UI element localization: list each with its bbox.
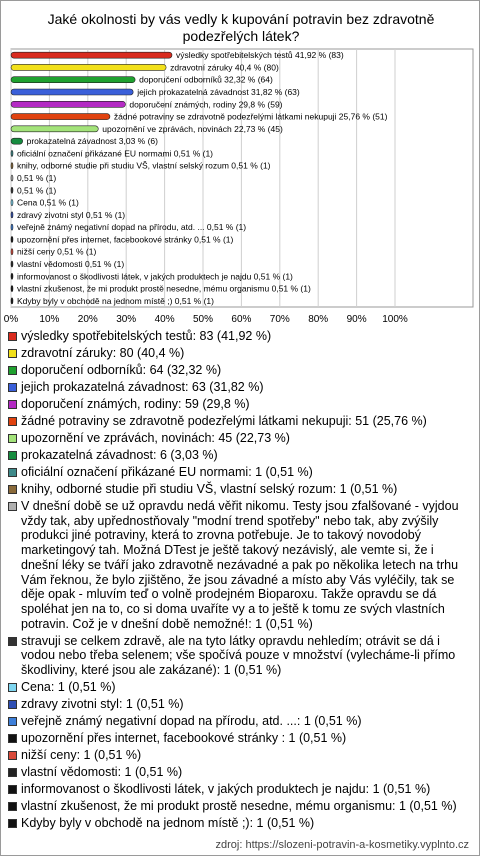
x-tick-label: 40% <box>154 314 175 325</box>
legend-label: zdravy zivotni styl: 1 (0,51 %) <box>21 697 184 712</box>
legend-swatch <box>8 468 17 477</box>
legend-swatch <box>8 683 17 692</box>
legend-item <box>8 499 470 631</box>
x-tick-label: 90% <box>346 314 367 325</box>
bar-label: zdravotní záruky 40,4 % (80) <box>170 62 279 73</box>
legend-swatch <box>8 502 17 511</box>
x-tick-label: 0% <box>3 314 19 325</box>
legend-swatch <box>8 485 17 494</box>
source-credit: zdroj: https://slozeni-potravin-a-kosmetiky.vyplnto.cz <box>215 839 469 851</box>
bar-label: jejich prokazatelná závadnost 31,82 % (63) <box>137 87 300 97</box>
bar-label: knihy, odborné studie při studiu VŠ, vlastní selský rozum 0,51 % (1) <box>16 160 271 171</box>
bar-label: vlastní zkušenost, že mi produkt prostě nesedne, mému organismu 0,51 % (1) <box>16 283 311 294</box>
bar <box>11 126 98 132</box>
bar <box>11 286 13 292</box>
legend-label: nižší ceny: 1 (0,51 %) <box>21 748 142 763</box>
legend-label: vlastní vědomosti: 1 (0,51 %) <box>21 765 183 780</box>
bar-label: Cena 0,51 % (1) <box>16 197 79 208</box>
legend-item <box>8 482 470 497</box>
bar <box>11 175 13 181</box>
legend-item <box>8 431 470 446</box>
legend-label: Kdyby byly v obchodě na jednom místě ;): 1 (0,51 %) <box>21 816 315 831</box>
legend-item <box>8 448 470 463</box>
bar-label: oficiální označení přikázané EU normami 0,51 % (1) <box>16 148 214 159</box>
legend-item <box>8 363 470 378</box>
legend-label: zdravotní záruky: 80 (40,4 %) <box>21 346 185 360</box>
legend-swatch <box>8 366 17 375</box>
legend-swatch <box>8 451 17 460</box>
bar <box>11 101 125 107</box>
bar-label: informovanost o škodlivosti látek, v jakých produktech je najdu 0,51 % (1) <box>16 271 293 282</box>
legend-label: vlastní zkušenost, že mi produkt prostě nesedne, mému organismu: 1 (0,51 %) <box>21 799 457 814</box>
legend-swatch <box>8 734 17 743</box>
legend-item <box>8 782 470 797</box>
bar <box>11 163 13 169</box>
x-tick-label: 70% <box>269 314 290 325</box>
legend-item <box>8 346 470 361</box>
x-tick-label: 60% <box>231 314 252 325</box>
legend-label: jejich prokazatelná závadnost: 63 (31,82 %) <box>21 380 264 394</box>
bar-label: doporučení odborníků 32,32 % (64) <box>139 74 273 85</box>
bar <box>11 150 13 156</box>
bar <box>11 64 166 70</box>
bar-label: Kdyby byly v obchodě na jednom místě ;) 0,51 % (1) <box>16 295 214 306</box>
legend-item <box>8 414 470 429</box>
x-tick-label: 30% <box>116 314 137 325</box>
bar <box>11 298 13 304</box>
legend-swatch <box>8 434 17 443</box>
legend-item <box>8 748 470 763</box>
bar-label: vlastní vědomosti 0,51 % (1) <box>16 259 125 269</box>
bar-label: upozornění přes internet, facebookové stránky 0,51 % (1) <box>16 234 234 245</box>
legend-item <box>8 765 470 780</box>
bar-label: žádné potraviny se zdravotně podezřelými látkami nekupuji 25,76 % (51) <box>113 111 388 122</box>
bar-label: veřejně známý negativní dopad na přírodu, atd. ... 0,51 % (1) <box>16 222 247 233</box>
bar <box>11 249 13 255</box>
bar <box>11 224 13 230</box>
legend-item <box>8 714 470 729</box>
bar-label: prokazatelná závadnost 3,03 % (6) <box>26 136 158 147</box>
legend-label: žádné potraviny se zdravotně podezřelými látkami nekupuji: 51 (25,76 %) <box>21 414 427 428</box>
legend-swatch <box>8 349 17 358</box>
legend-label: doporučení známých, rodiny: 59 (29,8 %) <box>21 397 250 411</box>
bar <box>11 89 133 95</box>
chart-title: Jaké okolnosti by vás vedly k kupování potravin bez zdravotně podezřelých látek? <box>47 11 435 44</box>
bar <box>11 77 135 83</box>
bar <box>11 236 13 242</box>
bar <box>11 261 13 267</box>
legend-label: V dnešní době se už opravdu nedá věřit nikomu. Testy jsou zfalšované - vyjdou vždy tak, aby upřednostňovaly "modní trend spotřeby" nebo tak, aby zvýšily produkci jiné potraviny, která to zrovna potřebuje. Je to takový novodobý marketingový tah. Možná DTest je ještě takový nezávislý, ale vemte si, že i dnešní léky se tváří jako zdravotně nezávadné a pak po několika letech na trhu Vám řeknou, že bylo zjištěno, že jsou závadné a místo aby Vás vyléčily, tak se děje opak - mluvím teď o volně prodejném Bioparoxu. Takže opravdu se dá spoléhat jen na to, co si doma uvaříte vy a to ještě k tomu ze svých vlastních potravin. Což je v dnešní době nemožné!: 1 (0,51 %) <box>21 499 459 631</box>
legend-item <box>8 397 470 412</box>
legend-swatch <box>8 332 17 341</box>
bar-label: doporučení známých, rodiny 29,8 % (59) <box>129 99 283 110</box>
bar <box>11 138 23 144</box>
legend-item <box>8 380 470 395</box>
x-tick-label: 80% <box>308 314 329 325</box>
legend-swatch <box>8 802 17 811</box>
legend-label: doporučení odborníků: 64 (32,32 %) <box>21 363 222 377</box>
legend-swatch <box>8 700 17 709</box>
legend-swatch <box>8 637 17 646</box>
x-tick-label: 50% <box>192 314 214 325</box>
legend-item <box>8 680 470 695</box>
legend-swatch <box>8 819 17 828</box>
x-tick-label: 100% <box>382 314 408 325</box>
legend-item <box>8 697 470 712</box>
legend-label: knihy, odborné studie při studiu VŠ, vlastní selský rozum: 1 (0,51 %) <box>21 482 398 496</box>
legend-swatch <box>8 717 17 726</box>
legend-swatch <box>8 768 17 777</box>
legend-label: upozornění ve zprávách, novinách: 45 (22,73 %) <box>21 431 290 445</box>
bar-label: nižší ceny 0,51 % (1) <box>16 246 97 257</box>
bar-label: 0,51 % (1) <box>16 185 57 196</box>
legend-label: prokazatelná závadnost: 6 (3,03 %) <box>21 448 218 462</box>
bar-chart <box>1 1 479 331</box>
legend-item <box>8 465 470 480</box>
bar <box>11 273 13 279</box>
legend-item <box>8 816 470 831</box>
legend <box>8 329 470 833</box>
legend-swatch <box>8 751 17 760</box>
legend-item <box>8 731 470 746</box>
legend-label: upozornění přes internet, facebookové stránky : 1 (0,51 %) <box>21 731 347 746</box>
bar-label: 0,51 % (1) <box>16 173 57 183</box>
bar <box>11 52 172 58</box>
x-tick-label: 10% <box>39 314 60 325</box>
bar <box>11 114 110 120</box>
bar <box>11 200 13 206</box>
legend-label: veřejně známý negativní dopad na přírodu, atd. ...: 1 (0,51 %) <box>21 714 362 729</box>
legend-label: výsledky spotřebitelských testů: 83 (41,92 %) <box>21 329 272 343</box>
legend-label: stravuji se celkem zdravě, ale na tyto látky opravdu nehledím; otrávit se dá i vodou nebo třeba selenem; vše spočívá pouze v množství (vylecháme-li přímo škodliviny, které jsou ale zakázané): 1 (0,51 %) <box>21 633 456 678</box>
bar-label: zdravý zivotni styl 0,51 % (1) <box>16 209 126 220</box>
legend-swatch <box>8 417 17 426</box>
bar-label: upozornění ve zprávách, novinách 22,73 % (45) <box>102 123 283 134</box>
legend-item <box>8 329 470 344</box>
legend-label: informovanost o škodlivosti látek, v jakých produktech je najdu: 1 (0,51 %) <box>21 782 431 797</box>
bar <box>11 187 13 193</box>
legend-swatch <box>8 400 17 409</box>
x-tick-label: 20% <box>77 314 98 325</box>
bar <box>11 212 13 218</box>
bar-label: výsledky spotřebitelských testů 41,92 % (83) <box>175 50 344 61</box>
legend-item <box>8 634 470 678</box>
legend-swatch <box>8 383 17 392</box>
legend-swatch <box>8 785 17 794</box>
legend-item <box>8 799 470 814</box>
legend-label: oficiální označení přikázané EU normami: 1 (0,51 %) <box>21 465 313 479</box>
legend-label: Cena: 1 (0,51 %) <box>21 680 116 695</box>
